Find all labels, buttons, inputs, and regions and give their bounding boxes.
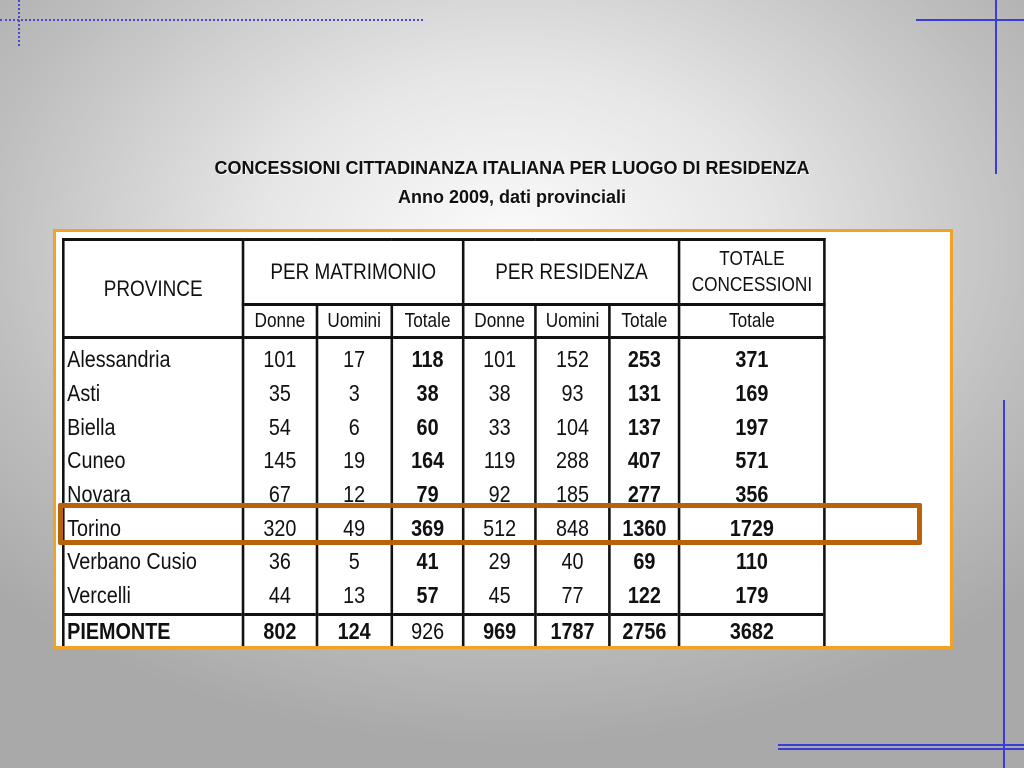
province-name-cell: Biella	[63, 410, 243, 444]
subheader-uomini: Uomini	[536, 305, 610, 338]
province-name-cell: Novara	[63, 478, 243, 512]
province-name-cell: Verbano Cusio	[63, 545, 243, 579]
value-cell-tot: 571	[679, 444, 824, 478]
value-cell-rd: 101	[464, 338, 536, 377]
corner-line-top-right-vertical	[995, 0, 997, 174]
value-cell-rd: 512	[464, 511, 536, 545]
value-cell-mu: 13	[317, 579, 392, 614]
slide-title: CONCESSIONI CITTADINANZA ITALIANA PER LUOGO DI RESIDENZA	[214, 158, 810, 178]
value-cell-mt: 60	[392, 410, 464, 444]
dotted-line-horizontal	[0, 19, 423, 21]
table-total-row	[63, 614, 824, 649]
header-per-residenza: PER RESIDENZA	[464, 240, 680, 305]
value-cell-rd: 29	[464, 545, 536, 579]
value-cell-tot: 169	[679, 377, 824, 411]
corner-line-bottom-right-vertical	[1003, 400, 1005, 768]
value-cell-md: 67	[243, 478, 317, 512]
header-totale-concessioni	[679, 240, 824, 305]
value-cell-rt: 277	[609, 478, 679, 512]
value-cell-md: 320	[243, 511, 317, 545]
value-cell-rt: 131	[609, 377, 679, 411]
value-cell-mt: 369	[392, 511, 464, 545]
value-cell-rt: 122	[609, 579, 679, 614]
total-cell-rt: 2756	[609, 614, 679, 649]
value-cell-tot: 371	[679, 338, 824, 377]
total-cell-md: 802	[243, 614, 317, 649]
value-cell-rd: 92	[464, 478, 536, 512]
value-cell-rd: 45	[464, 579, 536, 614]
value-cell-ru: 77	[536, 579, 610, 614]
subheader-totale: Totale	[679, 305, 824, 338]
table-row	[63, 579, 824, 614]
total-cell-tot: 3682	[679, 614, 824, 649]
table-row	[63, 377, 824, 411]
concessioni-table	[62, 238, 826, 649]
province-name-cell: Vercelli	[63, 579, 243, 614]
total-cell-rd: 969	[464, 614, 536, 649]
value-cell-rd: 38	[464, 377, 536, 411]
value-cell-mu: 3	[317, 377, 392, 411]
value-cell-mt: 118	[392, 338, 464, 377]
province-name-cell: Asti	[63, 377, 243, 411]
subheader-donne: Donne	[243, 305, 317, 338]
value-cell-rd: 119	[464, 444, 536, 478]
subheader-totale: Totale	[609, 305, 679, 338]
value-cell-rd: 33	[464, 410, 536, 444]
value-cell-ru: 288	[536, 444, 610, 478]
header-totale-line2: CONCESSIONI	[691, 274, 813, 296]
table-row	[63, 338, 824, 377]
total-cell-mt: 926	[392, 614, 464, 649]
value-cell-tot: 110	[679, 545, 824, 579]
value-cell-md: 101	[243, 338, 317, 377]
value-cell-ru: 185	[536, 478, 610, 512]
dotted-line-vertical	[18, 0, 20, 46]
value-cell-mu: 5	[317, 545, 392, 579]
province-name-cell: Cuneo	[63, 444, 243, 478]
value-cell-mt: 164	[392, 444, 464, 478]
value-cell-mt: 38	[392, 377, 464, 411]
value-cell-rt: 137	[609, 410, 679, 444]
subheader-totale: Totale	[392, 305, 464, 338]
value-cell-ru: 152	[536, 338, 610, 377]
value-cell-ru: 848	[536, 511, 610, 545]
header-per-matrimonio: PER MATRIMONIO	[243, 240, 463, 305]
value-cell-tot: 179	[679, 579, 824, 614]
value-cell-mt: 79	[392, 478, 464, 512]
value-cell-md: 145	[243, 444, 317, 478]
value-cell-mu: 49	[317, 511, 392, 545]
subheader-uomini: Uomini	[317, 305, 392, 338]
torino-highlight-box	[58, 503, 922, 545]
table-row	[63, 410, 824, 444]
value-cell-ru: 93	[536, 377, 610, 411]
total-cell-ru: 1787	[536, 614, 610, 649]
total-name-cell: PIEMONTE	[63, 614, 243, 649]
value-cell-md: 35	[243, 377, 317, 411]
value-cell-md: 54	[243, 410, 317, 444]
value-cell-tot: 1729	[679, 511, 824, 545]
corner-line-top-right-horizontal	[916, 19, 1024, 21]
value-cell-mu: 19	[317, 444, 392, 478]
header-province: PROVINCE	[63, 240, 243, 338]
table-row	[63, 444, 824, 478]
value-cell-mt: 57	[392, 579, 464, 614]
value-cell-ru: 40	[536, 545, 610, 579]
value-cell-rt: 69	[609, 545, 679, 579]
value-cell-mt: 41	[392, 545, 464, 579]
province-name-cell: Torino	[63, 511, 243, 545]
value-cell-ru: 104	[536, 410, 610, 444]
table-frame	[53, 229, 953, 649]
value-cell-tot: 356	[679, 478, 824, 512]
value-cell-md: 36	[243, 545, 317, 579]
corner-line-bottom-right-horizontal-1	[778, 744, 1024, 746]
value-cell-md: 44	[243, 579, 317, 614]
value-cell-mu: 12	[317, 478, 392, 512]
table-row	[63, 545, 824, 579]
corner-line-bottom-right-horizontal-2	[778, 748, 1024, 750]
total-cell-mu: 124	[317, 614, 392, 649]
value-cell-mu: 17	[317, 338, 392, 377]
value-cell-rt: 253	[609, 338, 679, 377]
header-totale-line1: TOTALE	[719, 248, 785, 270]
value-cell-rt: 1360	[609, 511, 679, 545]
slide-subtitle: Anno 2009, dati provinciali	[397, 187, 627, 207]
value-cell-mu: 6	[317, 410, 392, 444]
value-cell-tot: 197	[679, 410, 824, 444]
province-name-cell: Alessandria	[63, 338, 243, 377]
subheader-donne: Donne	[464, 305, 536, 338]
value-cell-rt: 407	[609, 444, 679, 478]
